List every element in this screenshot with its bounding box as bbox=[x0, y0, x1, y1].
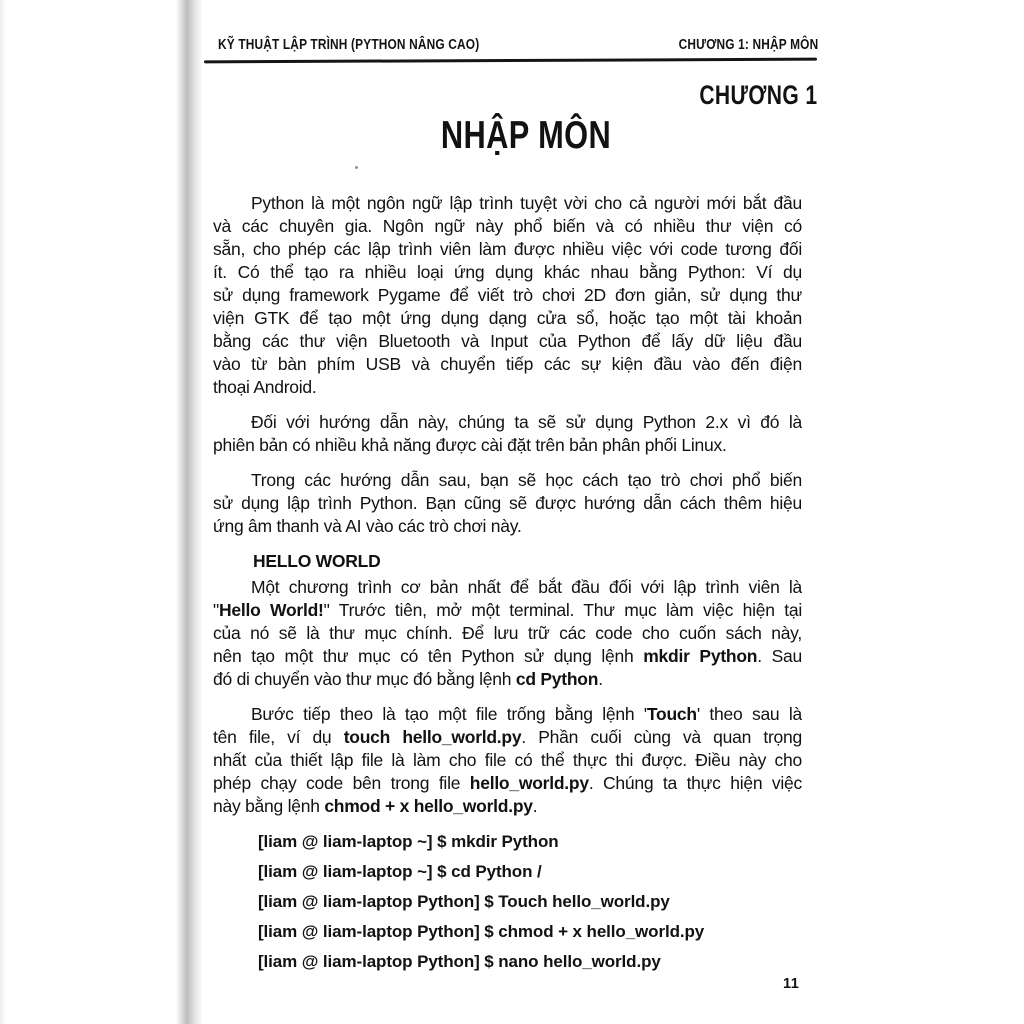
text-line bbox=[213, 749, 802, 772]
text-run: bằng các thư viện Bluetooth và Input của Python để lấy dữ liệu đầu bbox=[213, 331, 802, 351]
text-line bbox=[213, 576, 802, 599]
text-run: . Sau bbox=[757, 646, 802, 666]
text-line bbox=[213, 645, 802, 668]
chapter-label: CHƯƠNG 1 bbox=[698, 80, 817, 110]
text-line bbox=[213, 668, 802, 691]
text-line bbox=[213, 330, 802, 353]
text-run: sẵn, cho phép các lập trình viên làm được nhiều việc với code tương đối bbox=[213, 239, 802, 259]
page-left-edge-shadow bbox=[0, 0, 6, 1024]
text-run: phép chạy code bên trong file bbox=[213, 773, 470, 793]
text-line bbox=[213, 772, 802, 795]
text-run: " Trước tiên, mở một terminal. Thư mục làm việc hiện tại bbox=[323, 600, 802, 620]
scan-speck bbox=[355, 166, 358, 169]
command-line: [liam @ liam-laptop ~] $ cd Python / bbox=[258, 862, 542, 881]
text-run: Python là một ngôn ngữ lập trình tuyệt vời cho cả người mới bắt đầu bbox=[251, 193, 802, 213]
bold-text-run: touch hello_world.py bbox=[343, 727, 522, 747]
text-run: Bước tiếp theo là tạo một file trống bằng lệnh ' bbox=[251, 704, 647, 724]
text-line bbox=[213, 726, 802, 749]
text-line bbox=[213, 622, 802, 645]
page-number: 11 bbox=[783, 976, 800, 992]
header-rule bbox=[204, 58, 817, 64]
text-line bbox=[213, 353, 802, 376]
bold-text-run: mkdir Python bbox=[643, 646, 758, 666]
text-line bbox=[213, 238, 802, 261]
text-run: nhất của thiết lập file là làm cho file có thể thực thi được. Điều này cho bbox=[213, 750, 802, 770]
text-run: Đối với hướng dẫn này, chúng ta sẽ sử dụng Python 2.x vì đó là bbox=[251, 412, 802, 432]
text-line bbox=[213, 215, 802, 238]
text-line bbox=[213, 515, 802, 538]
text-line bbox=[213, 469, 802, 492]
scan-binding-shadow bbox=[176, 0, 203, 1024]
text-line bbox=[213, 411, 802, 434]
running-head-left: KỸ THUẬT LẬP TRÌNH (PYTHON NÂNG CAO) bbox=[218, 37, 480, 53]
text-run: sử dụng lập trình Python. Bạn cũng sẽ được hướng dẫn cách thêm hiệu bbox=[213, 493, 802, 513]
text-line bbox=[213, 261, 802, 284]
text-run: viện GTK để tạo một ứng dụng dạng cửa sổ, hoặc tạo một tài khoản bbox=[213, 308, 802, 328]
text-run: và các chuyên gia. Ngôn ngữ này phổ biến và có nhiều thư viện có bbox=[213, 216, 802, 236]
text-run: tên file, ví dụ bbox=[213, 727, 344, 747]
text-run: . Phần cuối cùng và quan trọng bbox=[521, 727, 802, 747]
text-line bbox=[213, 284, 802, 307]
text-run: ít. Có thể tạo ra nhiều loại ứng dụng khác nhau bằng Python: Ví dụ bbox=[213, 262, 802, 282]
body-text-column bbox=[213, 192, 802, 980]
text-run: ứng âm thanh và AI vào các trò chơi này. bbox=[213, 516, 522, 536]
text-run: của nó sẽ là thư mục chính. Để lưu trữ các code cho cuốn sách này, bbox=[213, 623, 802, 643]
text-run: . bbox=[598, 669, 603, 689]
text-run: thoại Android. bbox=[213, 377, 317, 397]
running-head-right: CHƯƠNG 1: NHẬP MÔN bbox=[678, 37, 818, 53]
paragraph bbox=[213, 469, 802, 538]
section-heading: HELLO WORLD bbox=[253, 551, 381, 571]
command-line: [liam @ liam-laptop ~] $ mkdir Python bbox=[258, 832, 559, 851]
paragraph bbox=[213, 411, 802, 457]
text-line bbox=[213, 434, 802, 457]
paragraph bbox=[213, 192, 802, 399]
command-line: [liam @ liam-laptop Python] $ nano hello_world.py bbox=[258, 952, 661, 971]
text-run: phiên bản có nhiều khả năng được cài đặt trên bản phân phối Linux. bbox=[213, 435, 727, 455]
text-run: Một chương trình cơ bản nhất để bắt đầu đối với lập trình viên là bbox=[251, 577, 802, 597]
text-run: vào từ bàn phím USB và chuyển tiếp các sự kiện đầu vào đến điện bbox=[213, 354, 802, 374]
text-run: ' theo sau là bbox=[696, 704, 802, 724]
bold-text-run: Touch bbox=[646, 704, 697, 724]
command-line: [liam @ liam-laptop Python] $ chmod + x hello_world.py bbox=[258, 922, 705, 941]
text-line bbox=[213, 192, 802, 215]
terminal-commands bbox=[213, 830, 802, 973]
text-line bbox=[213, 376, 802, 399]
text-run: này bằng lệnh bbox=[213, 796, 325, 816]
text-line bbox=[213, 307, 802, 330]
text-run: nên tạo một thư mục có tên Python sử dụng lệnh bbox=[213, 646, 644, 666]
text-run: sử dụng framework Pygame để viết trò chơi 2D đơn giản, sử dụng thư bbox=[213, 285, 802, 305]
text-run: . Chúng ta thực hiện việc bbox=[588, 773, 802, 793]
bold-text-run: cd Python bbox=[515, 669, 599, 689]
bold-text-run: chmod + x hello_world.py bbox=[324, 796, 533, 816]
text-line bbox=[213, 795, 802, 818]
text-line bbox=[213, 703, 802, 726]
paragraph bbox=[213, 703, 802, 818]
page-title: NHẬP MÔN bbox=[440, 114, 612, 157]
bold-text-run: hello_world.py bbox=[469, 773, 589, 793]
text-run: đó di chuyển vào thư mục đó bằng lệnh bbox=[213, 669, 516, 689]
text-run: . bbox=[532, 796, 538, 816]
paragraph bbox=[213, 576, 802, 691]
text-run: Trong các hướng dẫn sau, bạn sẽ học cách tạo trò chơi phổ biến bbox=[251, 470, 802, 490]
text-run: " bbox=[213, 600, 219, 620]
bold-text-run: Hello World! bbox=[218, 600, 324, 620]
text-line bbox=[213, 492, 802, 515]
command-line: [liam @ liam-laptop Python] $ Touch hello_world.py bbox=[258, 892, 670, 911]
text-line bbox=[213, 599, 802, 622]
